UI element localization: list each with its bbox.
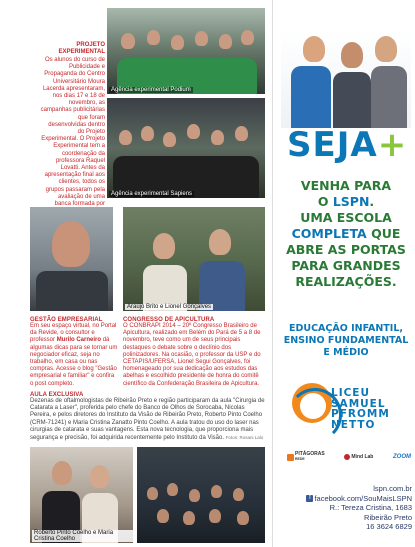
section-congresso-apicultura	[123, 317, 265, 388]
facebook-icon: f	[306, 495, 313, 502]
ad-education-levels: EDUCAÇÃO INFANTIL, ENSINO FUNDAMENTAL E MÉDIO	[283, 323, 409, 358]
caption-agencia-podium: Agência experimental Podium	[111, 87, 191, 93]
section-body-aula-exclusiva: Dezenas de oftalmologistas de Ribeirão Preto e região participaram da aula "Cirurgia de Catarata a Laser", proferida pelo chefe do Banco de Olhos de Sorocaba, Nicolas Pereira, e pelos diretores do Instituto da Visão de Ribeirão Preto, Roberto Pinto Coelho (CRM-71241) e Maria Cristina Zanatto Pinto Coelho. A aula tratou do uso do laser nas cirurgias de catarata e suas vantagens. Esta nova tecnologia, que proporciona mais segurança e precisão, foi adquirida recentemente pelo Instituto da Visão. Fotos: Rosani Lalo	[30, 398, 265, 442]
photo-roberto-maria-cristina	[30, 447, 133, 543]
pitagoras-logo-icon	[287, 454, 294, 461]
ad-headline-seja: SEJA+	[287, 125, 408, 165]
caption-agencia-sapiens: Agência experimental Sapiens	[111, 191, 193, 197]
section-title-projeto-experimental: PROJETO EXPERIMENTAL	[58, 42, 105, 55]
section-body-projeto-experimental: Os alunos do curso de Publicidade e Propaganda do Centro Universitário Moura Lacerda apresentaram, nos dias 17 e 18 de novembro, as campanhas publicitárias que foram desenvolvidas dentro do Projeto Experimental. O Projeto Experimental tem a coordenação da professora Raquel Lovatti. Antes da apresentação final aos clientes, todos os grupos passaram pela avaliação de uma banca formada por	[40, 57, 105, 208]
photo-agencia-sapiens	[107, 98, 265, 198]
section-body-gestao-empresarial: Em seu espaço virtual, no Portal da Revide, o consultor e professor Murilo Carneiro dá algumas dicas para se tornar um negociador eficaz, seja no trabalho, em casa ou nas compras. Acesse o blog "Gestão empresarial e familiar" e confira o post completo.	[30, 323, 118, 387]
lspn-logo-text: LICEU SAMUEL PFROMM NETTO	[331, 387, 390, 431]
address-city: Ribeirão Preto	[364, 512, 412, 522]
photo-credit: Fotos: Rosani Lalo	[225, 435, 264, 441]
mindlab-logo-icon	[344, 454, 350, 460]
partner-zoom: ZOOM	[393, 454, 411, 460]
caption-apicultura: Araújo Brito e Lionel Gonçalves	[127, 304, 212, 310]
section-body-congresso-apicultura: O CONBRAPI 2014 – 20º Congresso Brasileiro de Apicultura, realizado em Belém do Pará de 5 a 8 de novembro, teve como um de seus principais destaques o debate sobre o declínio dos polinizadores. Na ocasião, o professor da USP e do CETAPIS/UFERSA, Lionel Segui Gonçalves, foi homenageado por sua dedicação aos estudos das abelhas e escolhido presidente de honra do comitê científico da Confederação Brasileira de Apicultura.	[123, 323, 261, 387]
plus-icon: +	[377, 125, 408, 165]
caption-roberto-maria-cristina: Roberto Pinto Coelho e Maria Cristina Coelho	[32, 530, 133, 542]
ad-contact	[280, 484, 412, 532]
ad-slogan: VENHA PARA O LSPN. UMA ESCOLA COMPLETA QUE ABRE AS PORTAS PARA GRANDES REALIZAÇÕES.	[286, 178, 406, 289]
website-link[interactable]: lspn.com.br	[373, 484, 412, 493]
section-aula-exclusiva	[30, 392, 265, 442]
partner-pitagoras: PITÁGORAS REDE	[287, 452, 325, 462]
section-title-gestao-empresarial: GESTÃO EMPRESARIAL	[30, 317, 103, 323]
photo-araujo-brito-lionel-goncalves	[123, 207, 265, 311]
photo-audience	[137, 447, 265, 543]
ad-photo-students	[281, 30, 411, 128]
section-title-congresso-apicultura: CONGRESSO DE APICULTURA	[123, 317, 215, 323]
phone-number: 16 3624 6829	[366, 522, 412, 531]
partner-logos	[287, 452, 411, 462]
photo-agencia-podium	[107, 8, 265, 94]
photo-murilo-carneiro	[30, 207, 113, 311]
partner-mindlab: Mind Lab	[344, 454, 373, 460]
facebook-link[interactable]: f facebook.com/SouMaisLSPN	[280, 494, 412, 504]
address-line: R.: Tereza Cristina, 1683	[329, 503, 412, 512]
section-gestao-empresarial	[30, 317, 118, 388]
section-title-aula-exclusiva: AULA EXCLUSIVA	[30, 392, 84, 398]
